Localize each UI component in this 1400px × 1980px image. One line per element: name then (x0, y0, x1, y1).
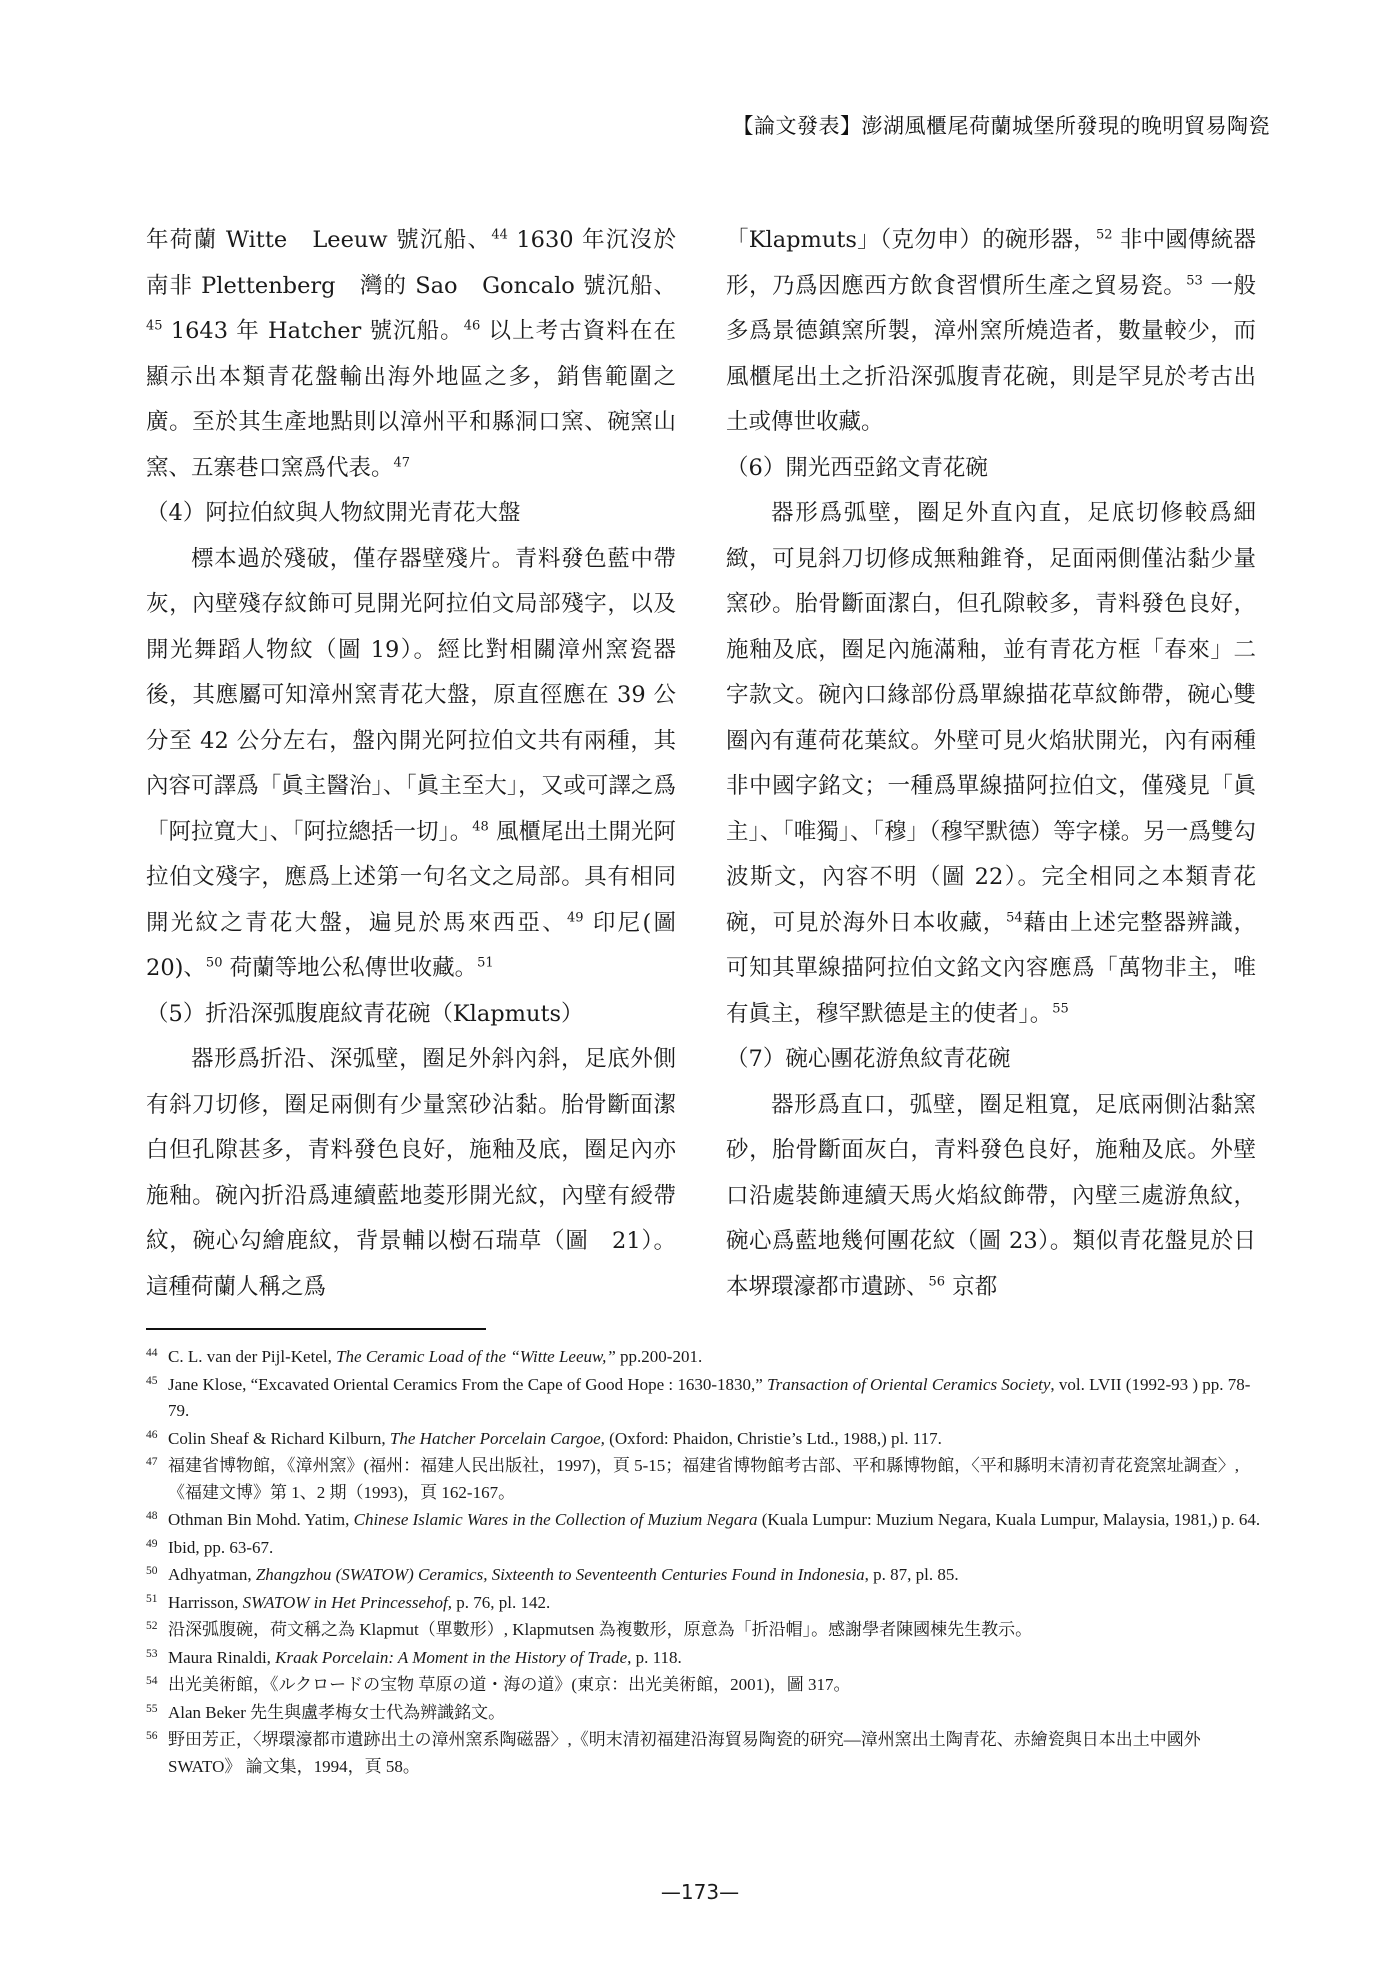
footnote-text (168, 1672, 1261, 1699)
text-run: 沿深弧腹碗，荷文稱之為 Klapmut（單數形）, Klapmutsen 為複數形，原意為「折沿帽」。感謝學者陳國棟先生教示。 (168, 1620, 1033, 1639)
footnote-ref[interactable]: 46 (463, 318, 481, 334)
footnote-ref[interactable]: 55 (1052, 1001, 1069, 1016)
footnote-number: 54 (146, 1675, 158, 1687)
text-run: 出光美術館，《ルクロードの宝物 草原の道・海の道》(東京：出光美術館，2001)，圖 317。 (168, 1675, 851, 1694)
footnote (146, 1453, 1261, 1506)
footnote-number: 44 (146, 1347, 158, 1359)
text-run: Adhyatman, (168, 1565, 256, 1584)
footnote-number: 51 (146, 1592, 158, 1605)
text-run: 器形爲弧壁，圈足外直內直，足底切修較爲細緻，可見斜刀切修成無釉錐脊，足面兩側僅沾黏少量窯砂。胎骨斷面潔白，但孔隙較多，青料發色良好，施釉及底，圈足內施滿釉，並有青花方框「春來」二字款文。碗內口緣部份爲單線描花草紋飾帶，碗心雙圈內有蓮荷花葉紋。外壁可見火焰狀開光，內有兩種非中國字銘文；一種爲單線描阿拉伯文，僅殘見「眞主」、「唯獨」、「穆」（穆罕默德）等字樣。另一爲雙勾波斯文，內容不明（圖 22）。完全相同之本類青花碗，可見於海外日本收藏， (726, 500, 1256, 936)
text-run: p. 76, pl. 142. (452, 1592, 551, 1612)
footnote-text (168, 1507, 1261, 1534)
footnote-number: 48 (146, 1510, 158, 1522)
paragraph (726, 1083, 1256, 1311)
text-run: Alan Beker 先生與盧孝梅女士代為辨識銘文。 (168, 1702, 506, 1722)
text-run: 一般多爲景德鎮窯所製，漳州窯所燒造者，數量較少，而風櫃尾出土之折沿深弧腹青花碗，則是罕見於考古出土或傳世收藏。 (726, 272, 1256, 435)
italic-title: SWATOW in Het Princessehof, (242, 1592, 453, 1612)
footnote-number: 49 (146, 1537, 158, 1550)
section-heading (726, 1037, 1256, 1083)
text-run: Colin Sheaf & Richard Kilburn, (168, 1428, 390, 1448)
text-run: 荷蘭等地公私傳世收藏。 (222, 955, 478, 981)
footnote (146, 1700, 1261, 1727)
footnote-ref[interactable]: 52 (1095, 227, 1113, 243)
footnote-ref[interactable]: 50 (205, 955, 223, 971)
body-columns (146, 218, 1256, 1310)
italic-title: Chinese Islamic Wares in the Collection of Muzium Negara (353, 1510, 758, 1529)
text-run: 器形爲折沿、深弧壁，圈足外斜內斜，足底外側有斜刀切修，圈足兩側有少量窯砂沾黏。胎骨斷面潔白但孔隙甚多，青料發色良好，施釉及底，圈足內亦施釉。碗內折沿爲連續藍地菱形開光紋，內壁有綬帶紋，碗心勾繪鹿紋，背景輔以樹石瑞草（圖 21）。這種荷蘭人稱之爲 (146, 1046, 676, 1300)
italic-title: Transaction of Oriental Ceramics Society (767, 1374, 1051, 1394)
footnote-ref[interactable]: 54 (1006, 910, 1023, 925)
footnote (146, 1426, 1261, 1453)
section-heading (726, 446, 1256, 492)
footnote-text (168, 1727, 1261, 1780)
footnote-ref[interactable]: 45 (146, 318, 163, 334)
footnote-text (168, 1535, 1261, 1562)
text-run: (Oxford: Phaidon, Christie’s Ltd., 1988,) pl. 117. (604, 1428, 942, 1448)
text-run: 非中國傳統器形，乃爲因應西方飲食習慣所生產之貿易瓷。 (726, 227, 1256, 299)
footnote-text (168, 1590, 1261, 1617)
footnote-ref[interactable]: 51 (477, 955, 494, 971)
text-run: 野田芳正，〈堺環濠都市遺跡出土の漳州窯系陶磁器〉,《明末清初福建沿海貿易陶瓷的研究—漳州窯出土陶青花、赤繪瓷與日本出土中國外 SWATO》 論文集，1994，頁 58。 (168, 1730, 1201, 1776)
paragraph (726, 491, 1256, 1037)
italic-title: The Ceramic Load of the “Witte Leeuw,” (336, 1347, 616, 1366)
text-run: 藉由上述完整器辨識，可知其單線描阿拉伯文銘文內容應爲「萬物非主，唯有眞主，穆罕默德是主的使者」。 (726, 909, 1256, 1027)
text-run: 福建省博物館，《漳州窯》(福州：福建人民出版社，1997)，頁 5-15；福建省博物館考古部、平和縣博物館，〈平和縣明末清初青花瓷窯址調查〉,《福建文博》第 1、2 期（1993)，頁 162-167。 (168, 1456, 1239, 1502)
text-run: 印尼(圖 20)、 (146, 909, 676, 981)
text-run: (Kuala Lumpur: Muzium Negara, Kuala Lumpur, Malaysia, 1981,) p. 64. (757, 1510, 1261, 1529)
text-run: , p. 118. (627, 1647, 682, 1667)
footnote-ref[interactable]: 48 (472, 819, 489, 834)
left-column (146, 218, 676, 1310)
footnote-ref[interactable]: 56 (928, 1274, 946, 1289)
footnote-text (168, 1700, 1261, 1727)
footnote-text (168, 1617, 1261, 1644)
text-run: Othman Bin Mohd. Yatim, (168, 1510, 354, 1529)
paragraph (146, 218, 676, 491)
text-run: 以上考古資料在在顯示出本類青花盤輸出海外地區之多，銷售範圍之廣。至於其生產地點則以漳州平和縣洞口窯、碗窯山窯、五寨巷口窯爲代表。 (146, 318, 676, 481)
footnote-number: 53 (146, 1647, 158, 1660)
footnote-number: 45 (146, 1374, 158, 1387)
footnote-number: 56 (146, 1730, 158, 1742)
text-run: （7）碗心團花游魚紋青花碗 (726, 1046, 1011, 1072)
footnote-text (168, 1372, 1261, 1425)
text-run: , vol. LVII (1992-93 ) pp. 78-79. (168, 1374, 1251, 1420)
text-run: 1643 年 Hatcher 號沉船。 (162, 318, 464, 344)
footnote-number: 47 (146, 1456, 158, 1468)
text-run: （4）阿拉伯紋與人物紋開光青花大盤 (146, 500, 521, 526)
text-run: C. L. van der Pijl-Ketel, (168, 1347, 337, 1366)
footnote-text (168, 1562, 1261, 1589)
text-run: 風櫃尾出土開光阿拉伯文殘字，應爲上述第一句名文之局部。具有相同開光紋之青花大盤，遍見於馬來西亞、 (146, 818, 676, 936)
footnote (146, 1727, 1261, 1780)
footnote (146, 1507, 1261, 1534)
footnote-ref[interactable]: 47 (393, 455, 411, 470)
footnote (146, 1344, 1261, 1371)
text-run: Harrisson, (168, 1592, 243, 1612)
footnote-ref[interactable]: 53 (1186, 273, 1203, 288)
footnote-text (168, 1453, 1261, 1506)
paragraph (146, 1037, 676, 1310)
footnote-separator (146, 1328, 486, 1330)
italic-title: Zhangzhou (SWATOW) Ceramics, Sixteenth to Seventeenth Centuries Found in Indonesia (255, 1565, 865, 1584)
text-run: 年荷蘭 Witte Leeuw 號沉船、 (146, 227, 492, 253)
italic-title: Kraak Porcelain: A Moment in the History of Trade (275, 1647, 628, 1667)
text-run: 「Klapmuts」（克勿申）的碗形器， (726, 227, 1096, 253)
section-heading (146, 491, 676, 537)
footnote (146, 1535, 1261, 1562)
text-run: 京都 (945, 1273, 998, 1300)
page-number: —173— (660, 1880, 740, 1904)
paragraph (146, 537, 676, 992)
text-run: （6）開光西亞銘文青花碗 (726, 454, 988, 481)
footnote-text (168, 1344, 1261, 1371)
footnote (146, 1645, 1261, 1672)
text-run: , p. 87, pl. 85. (864, 1565, 959, 1584)
text-run: Ibid, pp. 63-67. (168, 1537, 274, 1557)
footnote-text (168, 1426, 1261, 1453)
italic-title: The Hatcher Porcelain Cargoe, (389, 1428, 605, 1448)
footnote-number: 46 (146, 1428, 158, 1441)
footnote (146, 1562, 1261, 1589)
text-run: Jane Klose, “Excavated Oriental Ceramics From the Cape of Good Hope : 1630-1830,” (168, 1374, 768, 1394)
text-run: （5）折沿深弧腹鹿紋青花碗（Klapmuts） (146, 1000, 584, 1027)
footnote (146, 1372, 1261, 1425)
paragraph (726, 218, 1256, 446)
footnote-number: 52 (146, 1620, 158, 1632)
footnote-number: 55 (146, 1702, 158, 1715)
text-run: pp.200-201. (615, 1347, 703, 1366)
footnote-text (168, 1645, 1261, 1672)
footnote (146, 1617, 1261, 1644)
footnotes (146, 1344, 1261, 1781)
text-run: 器形爲直口，弧壁，圈足粗寬，足底兩側沾黏窯砂，胎骨斷面灰白，青料發色良好，施釉及底。外壁口沿處裝飾連續天馬火焰紋飾帶，內壁三處游魚紋，碗心爲藍地幾何團花紋（圖 23）。類似青花盤見於日本堺環濠都市遺跡、 (726, 1091, 1256, 1300)
text-run: 1630 年沉沒於南非 Plettenberg 灣的 Sao Goncalo 號沉船、 (146, 227, 676, 299)
footnote-ref[interactable]: 49 (566, 910, 584, 925)
section-heading (146, 992, 676, 1038)
running-header: 【論文發表】澎湖風櫃尾荷蘭城堡所發現的晚明貿易陶瓷 (732, 114, 1270, 138)
footnote-number: 50 (146, 1565, 158, 1577)
footnote (146, 1590, 1261, 1617)
text-run: Maura Rinaldi, (168, 1647, 276, 1667)
footnote (146, 1672, 1261, 1699)
right-column (726, 218, 1256, 1310)
footnote-ref[interactable]: 44 (491, 227, 508, 243)
text-run: 標本過於殘破，僅存器壁殘片。青料發色藍中帶灰，內壁殘存紋飾可見開光阿拉伯文局部殘字，以及開光舞蹈人物紋（圖 19）。經比對相關漳州窯瓷器後，其應屬可知漳州窯青花大盤，原直徑應在 39 公分至 42 公分左右，盤內開光阿拉伯文共有兩種，其內容可譯爲「眞主醫治」、「眞主至大」，又或可譯之爲「阿拉寬大」、「阿拉總括一切」。 (146, 545, 676, 845)
